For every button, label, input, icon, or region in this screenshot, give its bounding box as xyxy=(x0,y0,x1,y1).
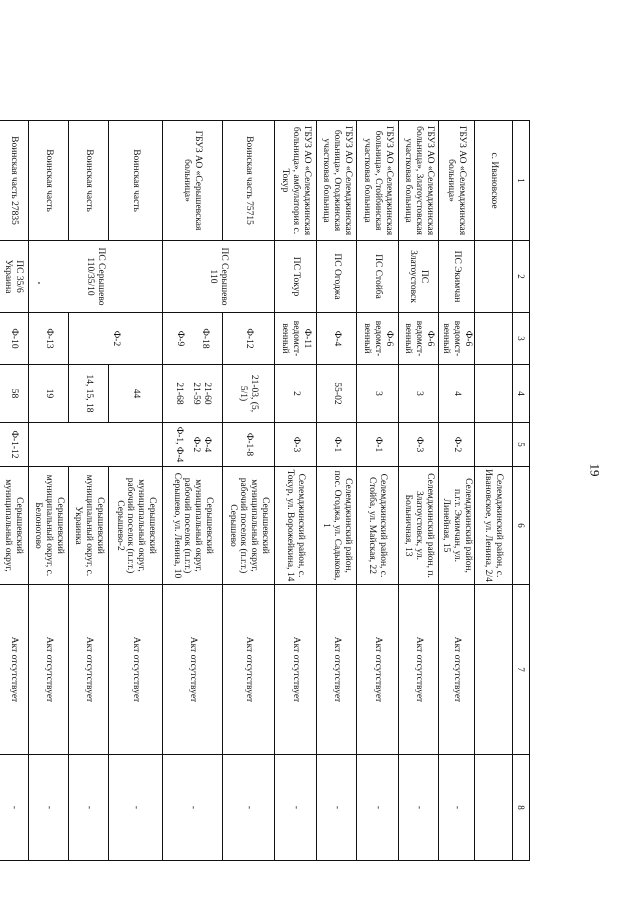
table-row xyxy=(439,121,475,861)
cell-line: Ф-3 xyxy=(275,423,317,467)
cell-note: - xyxy=(439,755,475,861)
cell-consumer: ГБУЗ АО «Селемджинская больница», Огоджинская участковая больница xyxy=(317,121,357,241)
cell-consumer: Воинская часть 75715 xyxy=(223,121,275,241)
cell-feeder: Ф-6 ведомст-венный xyxy=(439,313,475,365)
cell-substation xyxy=(475,241,513,313)
cell-consumer: ГБУЗ АО «Серышевская больница» xyxy=(163,121,223,241)
table-row xyxy=(0,121,29,861)
cell-address: Селемджинский район, пос. Огоджа, ул. Садыкова, 1 xyxy=(317,467,357,585)
cell-consumer: ГБУЗ АО «Селемджинская больница», амбулатория с. Токур xyxy=(275,121,317,241)
cell-act: Акт отсутствует xyxy=(0,585,29,755)
tp-sub: 21-59 xyxy=(190,382,201,405)
cell-substation: ПС 35/6 Украина xyxy=(0,241,29,313)
table-row xyxy=(317,121,357,861)
cell-act: Акт отсутствует xyxy=(163,585,223,755)
cell-tp: 2 xyxy=(275,365,317,423)
cell-substation: ПС Стойба xyxy=(357,241,399,313)
cell-note: - xyxy=(163,755,223,861)
cell-note xyxy=(475,755,513,861)
cell-note: - xyxy=(275,755,317,861)
cell-consumer: Воинская часть xyxy=(69,121,109,241)
cell-address: Серышевский муниципальный округ, рабочий поселок (п.г.т.) Серышево xyxy=(223,467,275,585)
cell-note: - xyxy=(0,755,29,861)
data-table xyxy=(0,120,530,861)
table-row xyxy=(399,121,439,861)
table-row xyxy=(275,121,317,861)
table-row xyxy=(29,121,69,861)
cell-tp xyxy=(475,365,513,423)
cell-substation: ПС Серышево 110/35/10 xyxy=(29,241,163,313)
cell-line: Ф-2 xyxy=(439,423,475,467)
column-number: 3 xyxy=(513,313,530,365)
cell-line: Ф-3 xyxy=(399,423,439,467)
cell-substation: ПС Экимчан xyxy=(439,241,475,313)
cell-note: - xyxy=(399,755,439,861)
cell-feeder: Ф-4 xyxy=(317,313,357,365)
table-row xyxy=(109,121,163,861)
cell-feeder: Ф-11 ведомст-венный xyxy=(275,313,317,365)
cell-feeder: Ф-10 xyxy=(0,313,29,365)
feeder-sub: Ф-9 xyxy=(175,330,186,347)
cell-act: Акт отсутствует xyxy=(69,585,109,755)
cell-line: Ф-1 xyxy=(317,423,357,467)
column-number: 6 xyxy=(513,467,530,585)
cell-tp: 4 xyxy=(439,365,475,423)
cell-line xyxy=(163,423,223,467)
cell-act: Акт отсутствует xyxy=(399,585,439,755)
rotated-table-container xyxy=(0,120,530,860)
column-number: 4 xyxy=(513,365,530,423)
column-number: 5 xyxy=(513,423,530,467)
table-row xyxy=(69,121,109,861)
cell-feeder: Ф-6 ведомст-венный xyxy=(399,313,439,365)
line-sub: Ф-4 xyxy=(201,436,212,453)
cell-address: Серышевский муниципальный округ, рабочий поселок (п.г.т.) Серышево, ул. Ленина, 10 xyxy=(163,467,223,585)
table-row xyxy=(357,121,399,861)
cell-tp: 14, 15, 18 xyxy=(69,365,109,423)
cell-tp: 3 xyxy=(357,365,399,423)
cell-line xyxy=(29,423,163,467)
table-row xyxy=(475,121,513,861)
column-number: 2 xyxy=(513,241,530,313)
cell-tp: 3 xyxy=(399,365,439,423)
cell-note: - xyxy=(29,755,69,861)
cell-consumer: с. Ивановское xyxy=(475,121,513,241)
cell-act: Акт отсутствует xyxy=(317,585,357,755)
column-number: 1 xyxy=(513,121,530,241)
cell-consumer: ГБУЗ АО «Селемджинская больница», Стойбинская участковая больница xyxy=(357,121,399,241)
cell-tp: 21-03, (5, 5/1) xyxy=(223,365,275,423)
cell-substation: ПС Серышево 110 xyxy=(163,241,275,313)
cell-address: Селемджинский район, п.г.т. Экимчан, ул. Линейная, 15 xyxy=(439,467,475,585)
cell-note: - xyxy=(223,755,275,861)
cell-act: Акт отсутствует xyxy=(223,585,275,755)
cell-act: Акт отсутствует xyxy=(29,585,69,755)
cell-line: Ф-1 xyxy=(357,423,399,467)
line-sub: Ф-1, Ф-4 xyxy=(174,426,185,463)
cell-line: Ф-1-8 xyxy=(223,423,275,467)
cell-address: Селемджинский район, п. Златоустовск, ул. Больничная, 13 xyxy=(399,467,439,585)
cell-act: Акт отсутствует xyxy=(109,585,163,755)
column-number: 7 xyxy=(513,585,530,755)
cell-consumer: Воинская часть 27835 xyxy=(0,121,29,241)
cell-address: Селемджинский район, с. Токур, ул. Ворожейкина, 14 xyxy=(275,467,317,585)
tp-sub: 21-68 xyxy=(174,382,185,405)
cell-consumer: Воинская часть xyxy=(109,121,163,241)
table-row xyxy=(223,121,275,861)
cell-act: Акт отсутствует xyxy=(275,585,317,755)
cell-address: Серышевский муниципальный округ, xyxy=(0,467,29,585)
cell-consumer: ГБУЗ АО «Селемджинская больница» xyxy=(439,121,475,241)
cell-feeder: Ф-13 xyxy=(29,313,69,365)
column-number: 8 xyxy=(513,755,530,861)
cell-feeder xyxy=(163,313,223,365)
cell-tp: 55-02 xyxy=(317,365,357,423)
cell-note: - xyxy=(317,755,357,861)
cell-feeder: Ф-6 ведомст-венный xyxy=(357,313,399,365)
tp-sub: 21-60 xyxy=(201,382,212,405)
cell-note: - xyxy=(109,755,163,861)
cell-note: - xyxy=(69,755,109,861)
table-row xyxy=(163,121,223,861)
cell-address: Серышевский муниципальный округ, с. Украинка xyxy=(69,467,109,585)
cell-substation: ПС Огоджа xyxy=(317,241,357,313)
feeder-sub: Ф-18 xyxy=(200,328,211,349)
cell-act xyxy=(475,585,513,755)
cell-address: Серышевский муниципальный округ, рабочий поселок (п.г.т.) Серышево-2 xyxy=(109,467,163,585)
cell-substation: ПС Златоустовск xyxy=(399,241,439,313)
page-number: 19 xyxy=(587,463,603,477)
cell-consumer: Воинская часть xyxy=(29,121,69,241)
line-sub: Ф-2 xyxy=(190,436,201,453)
cell-line xyxy=(475,423,513,467)
cell-tp: 44 xyxy=(109,365,163,423)
cell-line: Ф-1-12 xyxy=(0,423,29,467)
cell-feeder xyxy=(475,313,513,365)
cell-address: Селемджинский район, с. Стойба, ул. Майская, 22 xyxy=(357,467,399,585)
cell-address: Серышевский муниципальный округ, с. Белоногово xyxy=(29,467,69,585)
cell-act: Акт отсутствует xyxy=(439,585,475,755)
cell-consumer: ГБУЗ АО «Селемджинская больница», Златоустовская участковая больница xyxy=(399,121,439,241)
cell-feeder: Ф-12 xyxy=(223,313,275,365)
cell-note: - xyxy=(357,755,399,861)
cell-tp: 19 xyxy=(29,365,69,423)
cell-substation: ПС Токур xyxy=(275,241,317,313)
cell-address: Селемджинский район, с. Ивановское, ул. Ленина, 2/4 xyxy=(475,467,513,585)
cell-act: Акт отсутствует xyxy=(357,585,399,755)
column-number-row xyxy=(513,121,530,861)
cell-feeder: Ф-2 xyxy=(69,313,163,365)
cell-tp xyxy=(163,365,223,423)
cell-tp: 58 xyxy=(0,365,29,423)
